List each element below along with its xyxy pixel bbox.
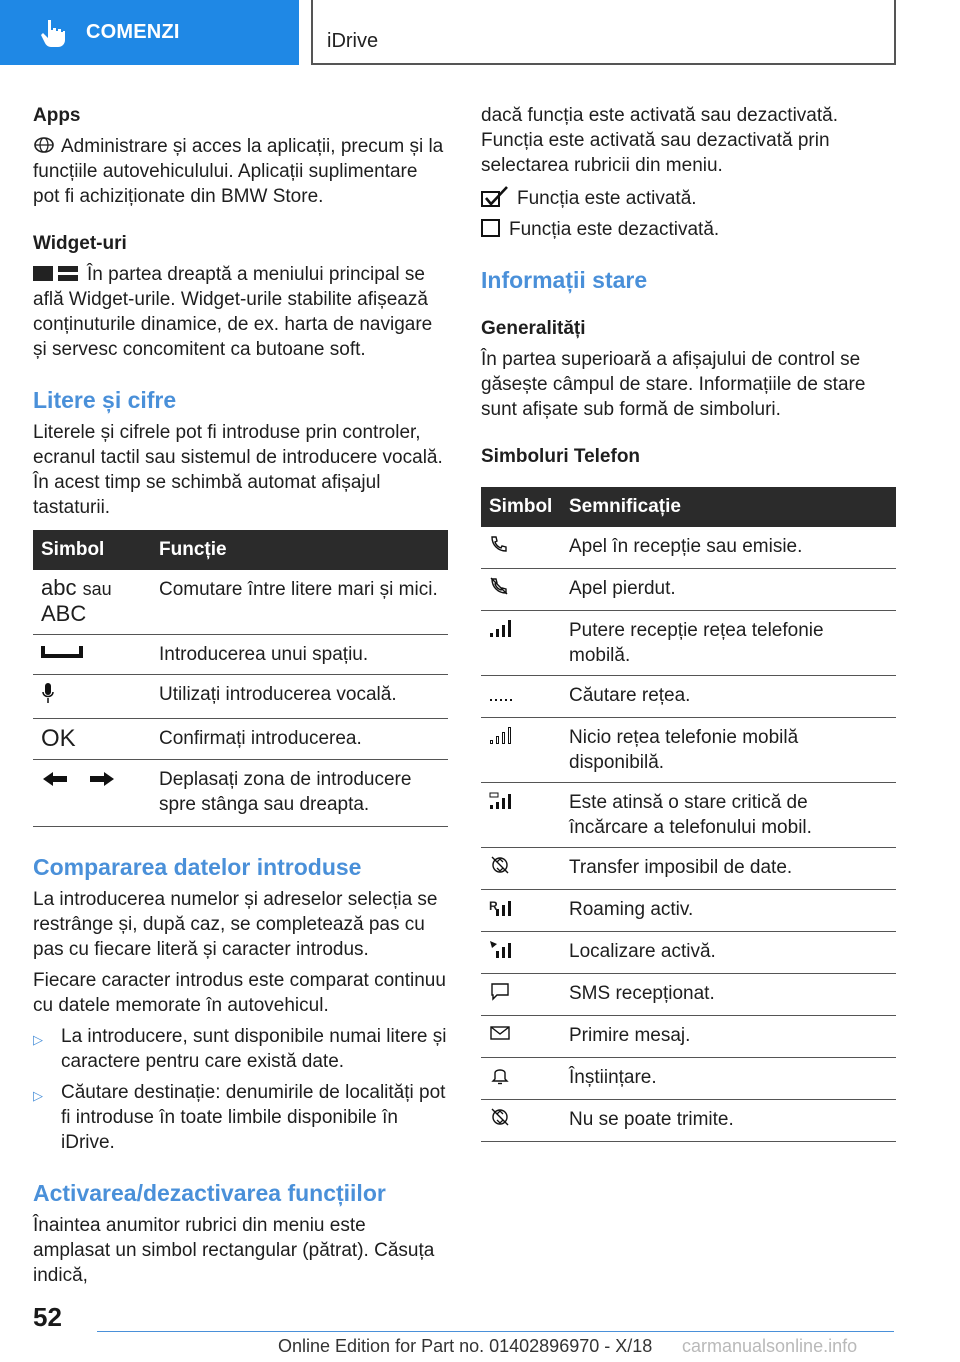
right-column xyxy=(481,100,896,1142)
col-function-header: Funcție xyxy=(151,530,448,570)
keyboard-symbols-table xyxy=(33,530,448,827)
table-header-row xyxy=(481,487,896,527)
phone-call-icon xyxy=(489,534,509,554)
case-switch-symbol xyxy=(33,570,151,635)
location-signal-icon xyxy=(489,939,515,959)
widgets-paragraph xyxy=(33,262,448,362)
phone-symbols-title: Simboluri Telefon xyxy=(481,446,641,467)
watermark: carmanualsonline.info xyxy=(682,1336,858,1356)
letters-text: Literele și cifrele pot fi introduse prin controler, ecranul tactil sau sistemul de introducere vocală. În acest timp se schimbă automat afișajul tastaturii. xyxy=(33,422,443,518)
table-row xyxy=(481,676,896,718)
inactive-text: Funcția este dezactivată. xyxy=(509,219,720,240)
row-text: Apel în recepție sau emisie. xyxy=(561,527,896,569)
table-row xyxy=(481,932,896,974)
send-failed-icon xyxy=(489,1107,511,1127)
compare-heading: Compararea datelor introduse xyxy=(33,854,362,880)
table-row xyxy=(481,718,896,783)
general-title: Generalități xyxy=(481,318,586,339)
col-meaning-header: Semnificație xyxy=(561,487,896,527)
table-row xyxy=(481,848,896,890)
apps-text: Administrare și acces la aplicații, precum și la funcțiile autovehiculului. Aplicații suplimentare pot fi achiziționate din BMW Store. xyxy=(33,136,444,207)
row-text: Nu se poate trimite. xyxy=(561,1100,896,1142)
general-text: În partea superioară a afișajului de control se găsește câmpul de stare. Informațiile de stare sunt afișate sub formă de simboluri. xyxy=(481,349,866,420)
compare-text-2: Fiecare caracter introdus este comparat continuu cu datele memorate în autovehicul. xyxy=(33,970,446,1016)
section-title: iDrive xyxy=(327,30,379,52)
status-heading: Informații stare xyxy=(481,267,648,293)
continued-text: dacă funcția este activată sau dezactivată. Funcția este activată sau dezactivată prin selectarea rubricii din meniu. xyxy=(481,105,838,176)
or-label: sau xyxy=(82,579,112,599)
table-row xyxy=(33,570,448,635)
signal-strength-icon xyxy=(489,618,515,638)
phone-symbols-table xyxy=(481,487,896,1142)
activate-heading: Activarea/dezactivarea funcțiilor xyxy=(33,1180,386,1206)
active-line xyxy=(481,186,896,211)
row-text: Roaming activ. xyxy=(561,890,896,932)
section-header xyxy=(311,0,896,65)
microphone-icon xyxy=(41,682,55,704)
apps-title: Apps xyxy=(33,105,81,126)
uppercase-abc-icon: ABC xyxy=(41,601,87,626)
row-text: Transfer imposibil de date. xyxy=(561,848,896,890)
row-text: Primire mesaj. xyxy=(561,1016,896,1058)
footer-divider xyxy=(97,1331,894,1332)
chapter-title: COMENZI xyxy=(86,21,180,43)
widgets-title: Widget-uri xyxy=(33,233,127,254)
row-text: Nicio rețea telefonie mobilă disponibilă. xyxy=(561,718,896,783)
table-row xyxy=(481,611,896,676)
sms-bubble-icon xyxy=(489,981,511,1001)
arrow-left-icon xyxy=(41,770,69,788)
missed-call-icon xyxy=(489,576,509,596)
list-item xyxy=(33,1024,448,1074)
chapter-tab[interactable] xyxy=(0,0,299,65)
activate-text: Înaintea anumitor rubrici din meniu este amplasat un simbol rectangular (pătrat). Căsuța indică, xyxy=(33,1215,435,1286)
row-text: Este atinsă o stare critică de încărcare a telefonului mobil. xyxy=(561,783,896,848)
row-text: Deplasați zona de introducere spre stânga sau dreapta. xyxy=(151,760,448,827)
bullet-triangle-icon: ▷ xyxy=(33,1032,43,1047)
col-symbol-header: Simbol xyxy=(481,487,561,527)
bullet-text: Căutare destinație: denumirile de localități pot fi introduse în toate limbile disponibile în iDrive. xyxy=(61,1082,446,1153)
arrow-right-icon xyxy=(88,770,116,788)
widgets-text: În partea dreaptă a meniului principal se află Widget-urile. Widget-urile stabilite afișează conținuturile dinamice, de ex. harta de navigare și servesc concomitent ca butoane soft. xyxy=(33,264,433,360)
roaming-icon: R xyxy=(489,899,498,913)
apps-paragraph xyxy=(33,134,448,209)
ok-icon: OK xyxy=(41,725,76,752)
row-text: SMS recepționat. xyxy=(561,974,896,1016)
row-text: Comutare între litere mari și mici. xyxy=(151,570,448,635)
table-row xyxy=(481,1016,896,1058)
table-row xyxy=(33,675,448,719)
bell-icon xyxy=(489,1065,511,1085)
row-text: Putere recepție rețea telefonie mobilă. xyxy=(561,611,896,676)
row-text: Introducerea unui spațiu. xyxy=(151,635,448,675)
row-text: Înștiințare. xyxy=(561,1058,896,1100)
no-network-icon xyxy=(489,725,515,745)
table-header-row xyxy=(33,530,448,570)
table-row xyxy=(481,974,896,1016)
space-bar-icon xyxy=(41,642,83,660)
checkbox-empty-icon xyxy=(481,218,501,238)
row-text: Apel pierdut. xyxy=(561,569,896,611)
row-text: Confirmați introducerea. xyxy=(151,719,448,760)
lowercase-abc-icon: abc xyxy=(41,575,77,600)
table-row xyxy=(481,890,896,932)
row-text: Localizare activă. xyxy=(561,932,896,974)
table-row xyxy=(33,719,448,760)
edition-note: Online Edition for Part no. 01402896970 - X/18 xyxy=(278,1336,653,1356)
row-text: Căutare rețea. xyxy=(561,676,896,718)
hand-pointer-icon xyxy=(40,18,66,48)
letters-heading: Litere și cifre xyxy=(33,387,177,413)
bullet-triangle-icon: ▷ xyxy=(33,1088,43,1103)
left-column xyxy=(33,100,448,1288)
table-row xyxy=(33,635,448,675)
apps-globe-icon xyxy=(33,136,55,154)
checkbox-checked-icon xyxy=(481,186,509,208)
network-search-icon xyxy=(489,683,515,703)
no-data-transfer-icon xyxy=(489,855,511,875)
row-text: Utilizați introducerea vocală. xyxy=(151,675,448,719)
table-row xyxy=(481,569,896,611)
compare-text-1: La introducerea numelor și adreselor selecția se restrânge și, după caz, se completează pas cu pas cu fiecare literă și caracter introdus. xyxy=(33,889,438,960)
inactive-line xyxy=(481,217,896,242)
table-row xyxy=(481,1058,896,1100)
page-number: 52 xyxy=(33,1302,62,1332)
table-row xyxy=(481,527,896,569)
list-item xyxy=(33,1080,448,1155)
bullet-text: La introducere, sunt disponibile numai litere și caractere pentru care există date. xyxy=(61,1026,447,1072)
col-symbol-header: Simbol xyxy=(33,530,151,570)
active-text: Funcția este activată. xyxy=(517,188,697,209)
table-row xyxy=(33,760,448,827)
table-row xyxy=(481,783,896,848)
widgets-icon xyxy=(33,264,81,282)
table-row xyxy=(481,1100,896,1142)
low-battery-signal-icon xyxy=(489,790,515,810)
envelope-icon xyxy=(489,1023,511,1043)
